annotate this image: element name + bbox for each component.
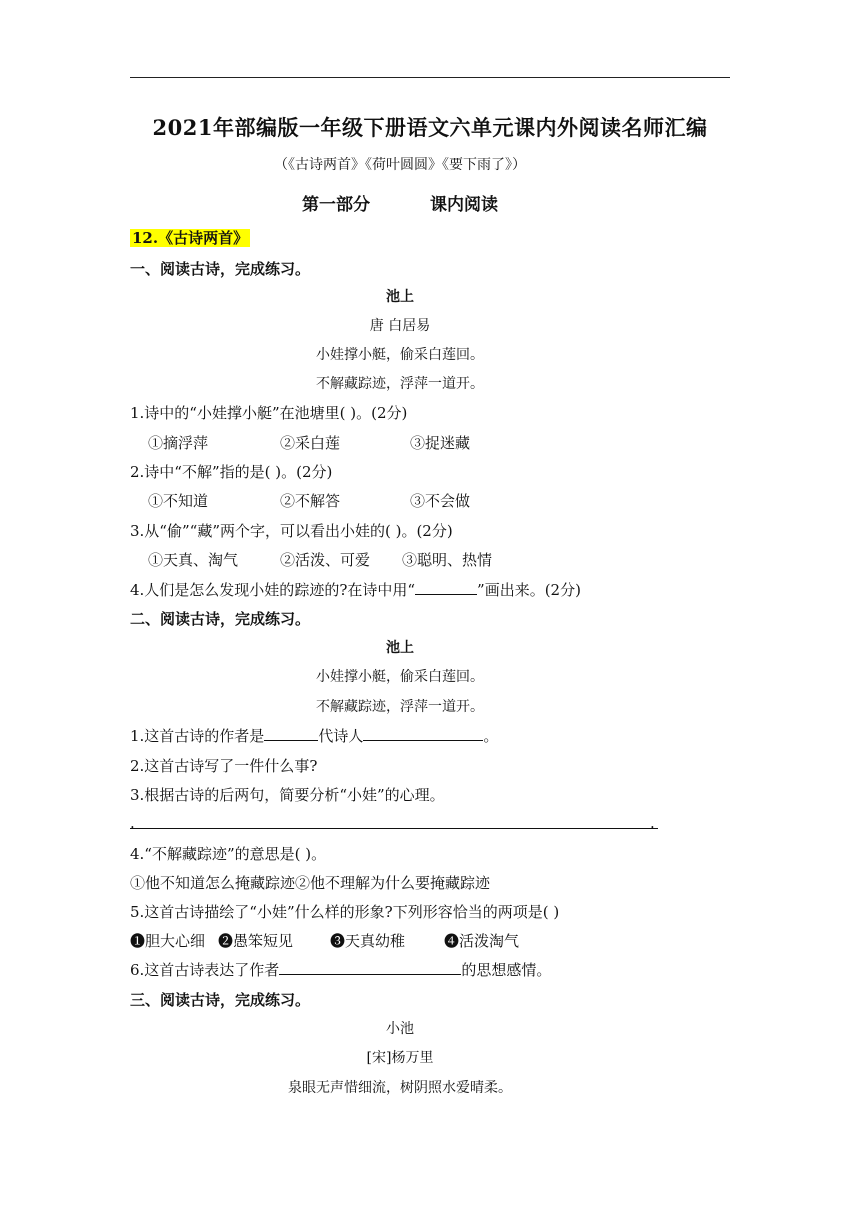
s2-question-6 xyxy=(130,960,551,980)
s2-question-4: 4.“不解藏踪迹”的意思是( )。 xyxy=(130,845,327,863)
s2-question-5: 5.这首古诗描绘了“小娃”什么样的形象?下列形容恰当的两项是( ) xyxy=(130,903,560,921)
section2-poem-title: 池上 xyxy=(386,640,414,656)
section3-poem-author: [宋]杨万里 xyxy=(366,1050,434,1066)
s2-q5-option-1: ❶胆大心细 xyxy=(130,932,206,950)
section3-poem-title: 小池 xyxy=(386,1021,414,1037)
lesson-title xyxy=(130,228,250,248)
s2-q6-text-a: 6.这首古诗表达了作者 xyxy=(130,961,280,979)
s1-q4-blank[interactable] xyxy=(415,580,477,595)
section3-poem-line1: 泉眼无声惜细流，树阴照水爱晴柔。 xyxy=(288,1080,512,1096)
s1-q1-option-2: ②采白莲 xyxy=(280,434,341,452)
part-heading xyxy=(130,190,670,215)
s2-q6-text-b: 的思想感情。 xyxy=(461,961,552,979)
lesson-highlight: 12.《古诗两首》 xyxy=(132,229,249,247)
part-number: 第一部分 xyxy=(302,195,370,215)
s1-q3-option-1: ①天真、淘气 xyxy=(148,551,239,569)
s2-q3-dot-right: . xyxy=(650,814,655,832)
s1-q3-option-3: ③聪明、热情 xyxy=(402,551,493,569)
s2-q5-option-2: ❷愚笨短见 xyxy=(218,932,294,950)
s2-q1-blank-dynasty[interactable] xyxy=(264,726,318,741)
header-rule xyxy=(130,77,730,78)
section1-heading: 一、阅读古诗，完成练习。 xyxy=(130,260,311,278)
s1-question-3: 3.从“偷”“藏”两个字，可以看出小娃的( )。(2分) xyxy=(130,522,453,540)
s2-q6-blank[interactable] xyxy=(279,960,461,975)
s2-q3-dot-left: . xyxy=(130,814,135,832)
s1-q2-option-1: ①不知道 xyxy=(148,492,209,510)
s2-q5-option-3: ❸天真幼稚 xyxy=(330,932,406,950)
s1-q1-option-3: ③捉迷藏 xyxy=(410,434,471,452)
s1-q3-option-2: ②活泼、可爱 xyxy=(280,551,371,569)
section3-heading: 三、阅读古诗，完成练习。 xyxy=(130,991,311,1009)
s1-q2-option-2: ②不解答 xyxy=(280,492,341,510)
part-name: 课内阅读 xyxy=(430,195,498,215)
section2-heading: 二、阅读古诗，完成练习。 xyxy=(130,610,311,628)
s2-q5-option-4: ❹活泼淘气 xyxy=(444,932,520,950)
s2-q1-text-c: 。 xyxy=(483,727,499,745)
s1-q2-options xyxy=(148,491,470,511)
s2-question-1 xyxy=(130,726,498,746)
s1-q4-text-a: 4.人们是怎么发现小娃的踪迹的?在诗中用“ xyxy=(130,581,416,599)
s1-question-4 xyxy=(130,580,581,600)
section2-poem-line1: 小娃撑小艇，偷采白莲回。 xyxy=(316,669,484,685)
section1-poem-line1: 小娃撑小艇，偷采白莲回。 xyxy=(316,347,484,363)
s2-q1-text-a: 1.这首古诗的作者是 xyxy=(130,727,265,745)
s2-q5-options xyxy=(130,931,519,951)
document-subtitle: （《古诗两首》《荷叶圆圆》《要下雨了》） xyxy=(274,157,526,173)
s2-q1-blank-poet[interactable] xyxy=(363,726,483,741)
s2-q4-options: ①他不知道怎么掩藏踪迹②他不理解为什么要掩藏踪迹 xyxy=(130,874,491,892)
s1-q4-text-b: ”画出来。(2分) xyxy=(477,581,581,599)
s2-q3-answer-line[interactable] xyxy=(130,828,658,829)
s1-q1-option-1: ①摘浮萍 xyxy=(148,434,209,452)
section2-poem-line2: 不解藏踪迹，浮萍一道开。 xyxy=(316,699,484,715)
s2-question-2: 2.这首古诗写了一件什么事? xyxy=(130,757,318,775)
section1-poem-title: 池上 xyxy=(386,289,414,305)
s1-question-2: 2.诗中“不解”指的是( )。(2分) xyxy=(130,463,333,481)
s1-q2-option-3: ③不会做 xyxy=(410,492,471,510)
s2-question-3: 3.根据古诗的后两句，简要分析“小娃”的心理。 xyxy=(130,786,445,804)
s1-q1-options xyxy=(148,433,470,453)
section1-poem-author: 唐 白居易 xyxy=(369,318,431,334)
document-title: 2021年部编版一年级下册语文六单元课内外阅读名师汇编 xyxy=(152,115,708,140)
s1-question-1: 1.诗中的“小娃撑小艇”在池塘里( )。(2分) xyxy=(130,404,408,422)
section1-poem-line2: 不解藏踪迹，浮萍一道开。 xyxy=(316,376,484,392)
s1-q3-options xyxy=(148,550,492,570)
s2-q1-text-b: 代诗人 xyxy=(318,727,364,745)
